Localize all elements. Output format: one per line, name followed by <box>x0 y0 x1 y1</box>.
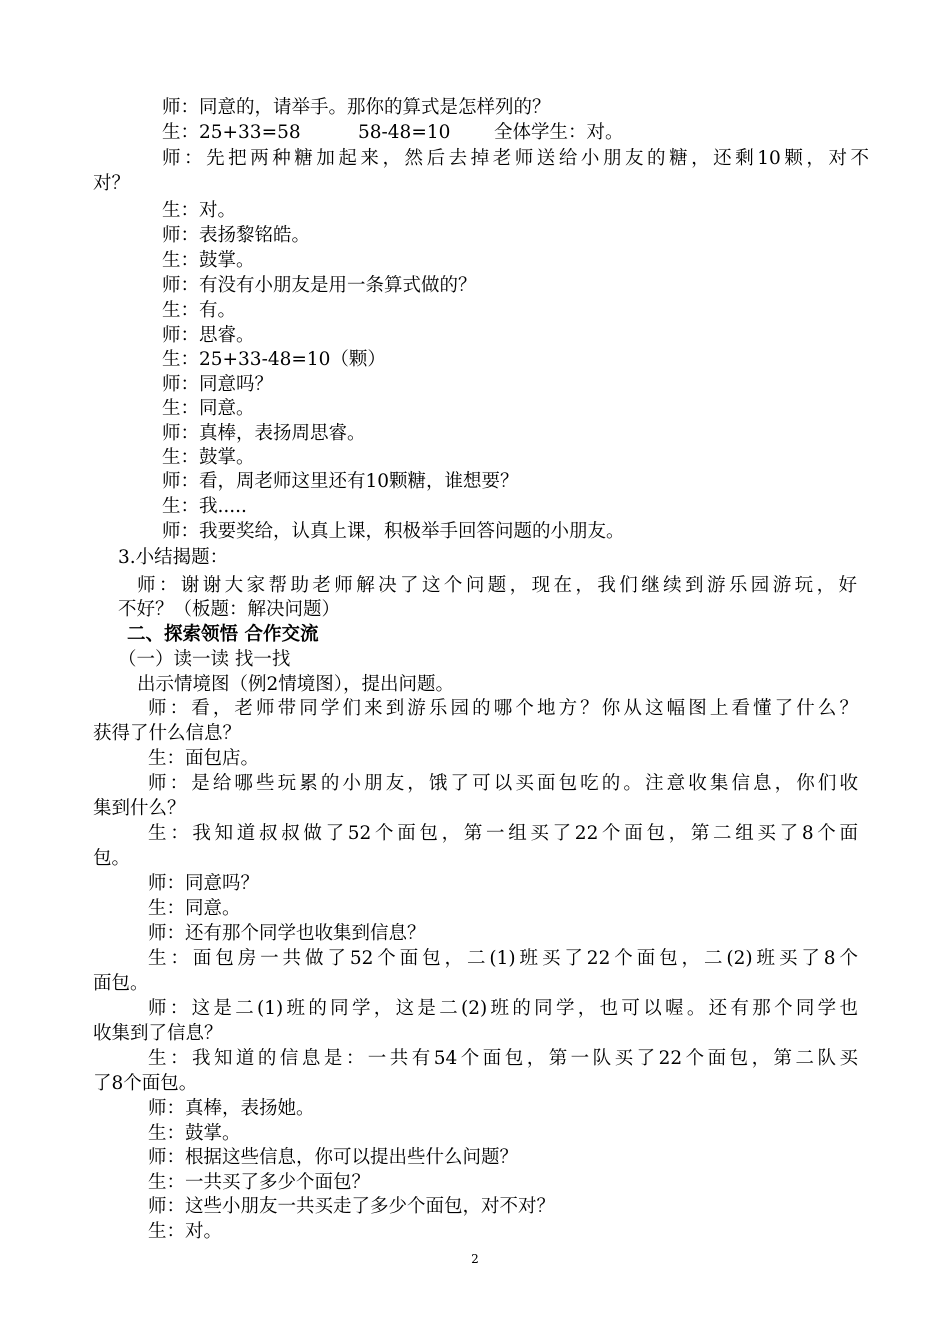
text-line: 师：看，周老师这里还有10颗糖，谁想要？ <box>162 471 519 492</box>
text-line: 生：一共买了多少个面包？ <box>148 1172 371 1193</box>
text-line: 集到什么？ <box>93 798 186 819</box>
text-line: 师：是给哪些玩累的小朋友，饿了可以买面包吃的。注意收集信息，你们收 <box>148 773 858 794</box>
text-line: 获得了什么信息？ <box>93 723 242 744</box>
text-line: 生：我知道叔叔做了52个面包，第一组买了22个面包，第二组买了8个面 <box>148 823 858 844</box>
text-line: 师：同意吗？ <box>162 374 274 395</box>
text-line: 生：鼓掌。 <box>162 447 255 468</box>
text-line: 生：鼓掌。 <box>148 1123 241 1144</box>
text-line: 师：真棒，表扬她。 <box>148 1098 315 1119</box>
text-line: 师：表扬黎铭皓。 <box>162 225 311 246</box>
text-line: 师：看，老师带同学们来到游乐园的哪个地方？你从这幅图上看懂了什么？ <box>148 698 858 719</box>
text-line: 包。 <box>93 848 131 869</box>
text-line: 师：有没有小朋友是用一条算式做的？ <box>162 275 477 296</box>
page-number: 2 <box>471 1252 479 1266</box>
text-line: 生：对。 <box>148 1221 223 1242</box>
text-line: 不好？（板题：解决问题） <box>118 599 341 620</box>
text-line: 师：根据这些信息，你可以提出些什么问题？ <box>148 1147 519 1168</box>
text-line: 师：真棒，表扬周思睿。 <box>162 423 366 444</box>
text-line: 3.小结揭题： <box>118 547 229 568</box>
text-line: 师：还有那个同学也收集到信息？ <box>148 923 426 944</box>
text-line: 师：谢谢大家帮助老师解决了这个问题，现在，我们继续到游乐园游玩，好 <box>137 575 857 596</box>
text-line: 生：同意。 <box>148 898 241 919</box>
text-line: 生：有。 <box>162 300 237 321</box>
text-line: 师：这些小朋友一共买走了多少个面包，对不对？ <box>148 1196 556 1217</box>
text-line: 面包。 <box>93 973 149 994</box>
text-line: 生：25+33-48=10（颗） <box>162 349 386 370</box>
text-line: 二、探索领悟 合作交流 <box>127 624 319 645</box>
text-line: 师：思睿。 <box>162 325 255 346</box>
text-line: （一）读一读 找一找 <box>118 649 291 670</box>
text-line: 对？ <box>93 173 131 194</box>
text-line: 生：鼓掌。 <box>162 250 255 271</box>
text-line: 出示情境图（例2情境图），提出问题。 <box>137 674 455 695</box>
text-line: 生：面包店。 <box>148 748 260 769</box>
text-line: 生：我知道的信息是：一共有54个面包，第一队买了22个面包，第二队买 <box>148 1048 858 1069</box>
text-line-segment: 58-48=10 <box>358 122 451 143</box>
text-line: 生：同意。 <box>162 398 255 419</box>
text-line-segment: 全体学生：对。 <box>494 122 624 143</box>
text-line: 师：先把两种糖加起来，然后去掉老师送给小朋友的糖，还剩10颗，对不 <box>162 148 869 169</box>
text-line: 师：我要奖给，认真上课，积极举手回答问题的小朋友。 <box>162 521 625 542</box>
text-line: 收集到了信息？ <box>93 1023 223 1044</box>
text-line: 生：面包房一共做了52个面包，二(1)班买了22个面包，二(2)班买了8个 <box>148 948 858 969</box>
text-line: 生：我..... <box>162 496 247 517</box>
text-line: 生：对。 <box>162 200 237 221</box>
text-line: 师：同意吗？ <box>148 873 260 894</box>
text-line: 师：这是二(1)班的同学，这是二(2)班的同学，也可以喔。还有那个同学也 <box>148 998 858 1019</box>
text-line: 了8个面包。 <box>93 1073 198 1094</box>
text-line: 生：25+33=58 <box>162 122 301 143</box>
text-line: 师：同意的，请举手。那你的算式是怎样列的？ <box>162 97 551 118</box>
